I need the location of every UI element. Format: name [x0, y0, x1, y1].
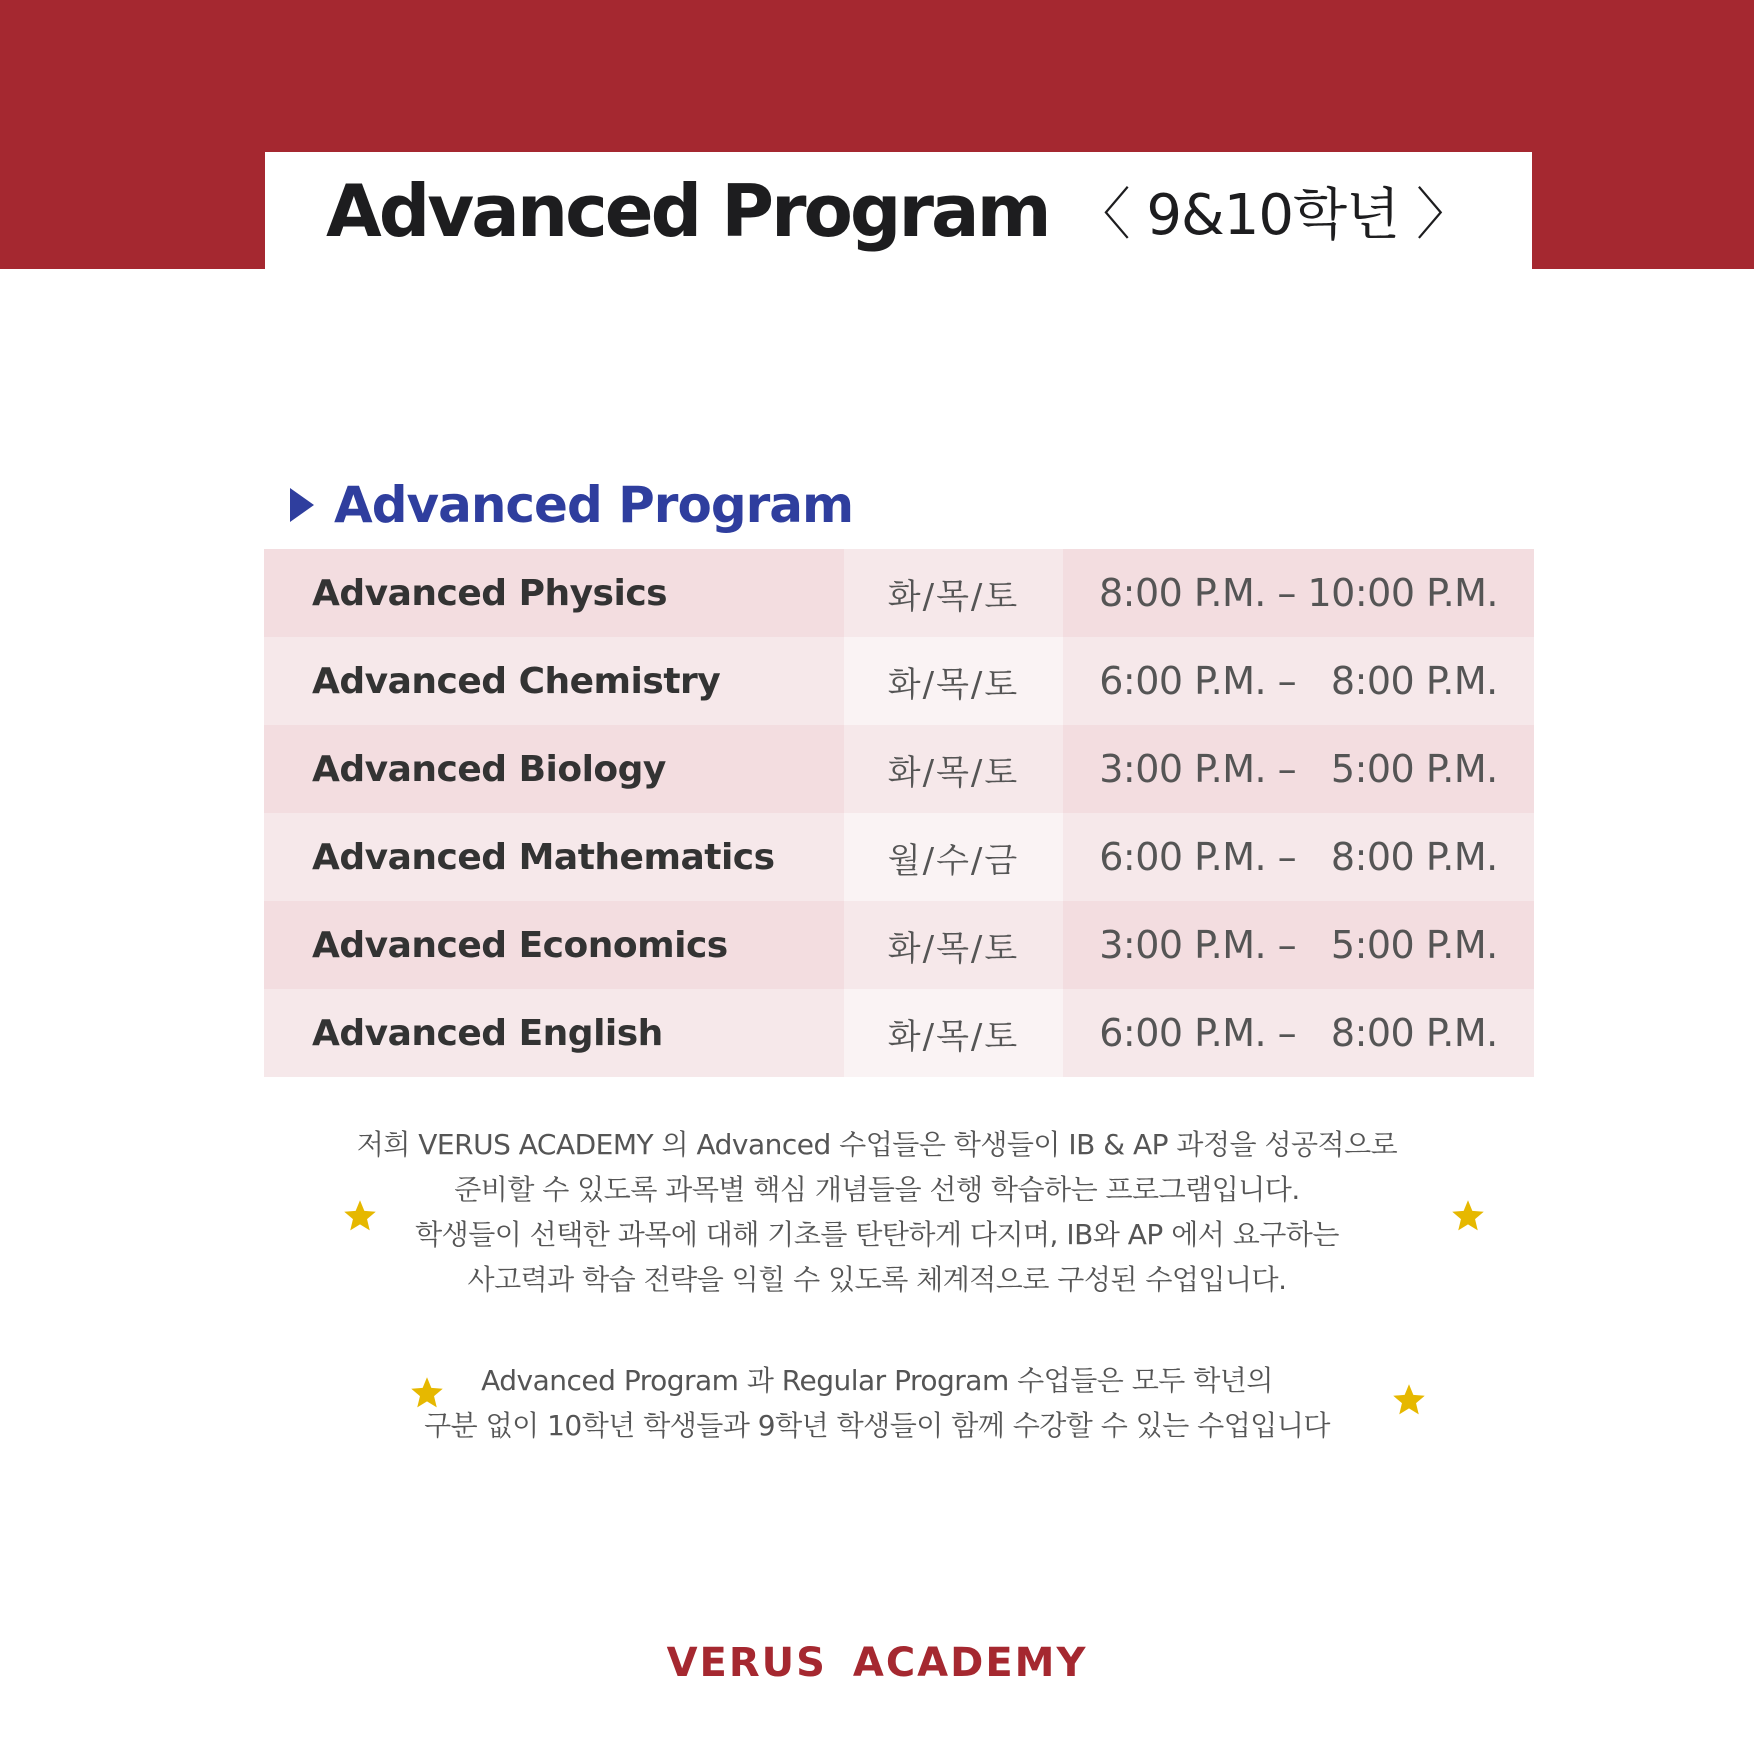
time-cell	[1063, 725, 1534, 813]
class-time: 3:00 P.M. – 5:00 P.M.	[1099, 747, 1498, 791]
days-cell	[844, 813, 1063, 901]
program-description	[330, 1122, 1424, 1302]
section-heading	[290, 470, 853, 540]
star-icon	[1450, 1198, 1486, 1234]
class-time: 6:00 P.M. – 8:00 P.M.	[1099, 1011, 1498, 1055]
program-note	[330, 1358, 1424, 1448]
table-row	[264, 725, 1534, 813]
subject-name: Advanced Physics	[312, 572, 668, 614]
note-line: Advanced Program 과 Regular Program 수업들은 모두 학년의	[481, 1364, 1273, 1397]
time-cell	[1063, 637, 1534, 725]
note-line: 구분 없이 10학년 학생들과 9학년 학생들이 함께 수강할 수 있는 수업입니다	[424, 1409, 1330, 1442]
class-days: 화/목/토	[887, 664, 1020, 705]
subject-name: Advanced Economics	[312, 924, 728, 966]
class-time: 6:00 P.M. – 8:00 P.M.	[1099, 835, 1498, 879]
triangle-bullet-icon	[290, 488, 314, 522]
page-title: Advanced Program	[326, 168, 1049, 253]
schedule-table	[264, 549, 1534, 1077]
description-line: 사고력과 학습 전략을 익힐 수 있도록 체계적으로 구성된 수업입니다.	[467, 1263, 1287, 1296]
class-days: 화/목/토	[887, 928, 1020, 969]
star-icon	[409, 1375, 445, 1411]
class-days: 화/목/토	[887, 752, 1020, 793]
subject-cell	[264, 813, 844, 901]
description-line: 준비할 수 있도록 과목별 핵심 개념들을 선행 학습하는 프로그램입니다.	[454, 1173, 1300, 1206]
grade-label: 〈 9&10학년 〉	[1074, 182, 1471, 248]
time-cell	[1063, 989, 1534, 1077]
days-cell	[844, 637, 1063, 725]
class-days: 화/목/토	[887, 1016, 1020, 1057]
table-row	[264, 549, 1534, 637]
star-icon	[1391, 1382, 1427, 1418]
class-time: 8:00 P.M. – 10:00 P.M.	[1098, 571, 1499, 615]
star-icon	[342, 1198, 378, 1234]
days-cell	[844, 989, 1063, 1077]
time-cell	[1063, 549, 1534, 637]
days-cell	[844, 725, 1063, 813]
subject-cell	[264, 549, 844, 637]
time-cell	[1063, 901, 1534, 989]
title-box	[265, 152, 1532, 269]
days-cell	[844, 901, 1063, 989]
class-time: 3:00 P.M. – 5:00 P.M.	[1099, 923, 1498, 967]
class-days: 화/목/토	[887, 576, 1020, 617]
class-time: 6:00 P.M. – 8:00 P.M.	[1099, 659, 1498, 703]
subject-cell	[264, 637, 844, 725]
time-cell	[1063, 813, 1534, 901]
table-row	[264, 637, 1534, 725]
subject-name: Advanced Mathematics	[312, 836, 775, 878]
description-line: 저희 VERUS ACADEMY 의 Advanced 수업들은 학생들이 IB & AP 과정을 성공적으로	[356, 1128, 1398, 1161]
subject-cell	[264, 725, 844, 813]
days-cell	[844, 549, 1063, 637]
section-title: Advanced Program	[334, 476, 854, 534]
class-days: 월/수/금	[887, 840, 1020, 881]
subject-cell	[264, 901, 844, 989]
table-row	[264, 901, 1534, 989]
subject-cell	[264, 989, 844, 1077]
table-row	[264, 813, 1534, 901]
subject-name: Advanced English	[312, 1012, 663, 1054]
description-line: 학생들이 선택한 과목에 대해 기초를 탄탄하게 다지며, IB와 AP 에서 요구하는	[415, 1218, 1339, 1251]
subject-name: Advanced Biology	[312, 748, 666, 790]
table-row	[264, 989, 1534, 1077]
footer-brand-logo: VERUS ACADEMY	[666, 1640, 1088, 1686]
subject-name: Advanced Chemistry	[312, 660, 721, 702]
